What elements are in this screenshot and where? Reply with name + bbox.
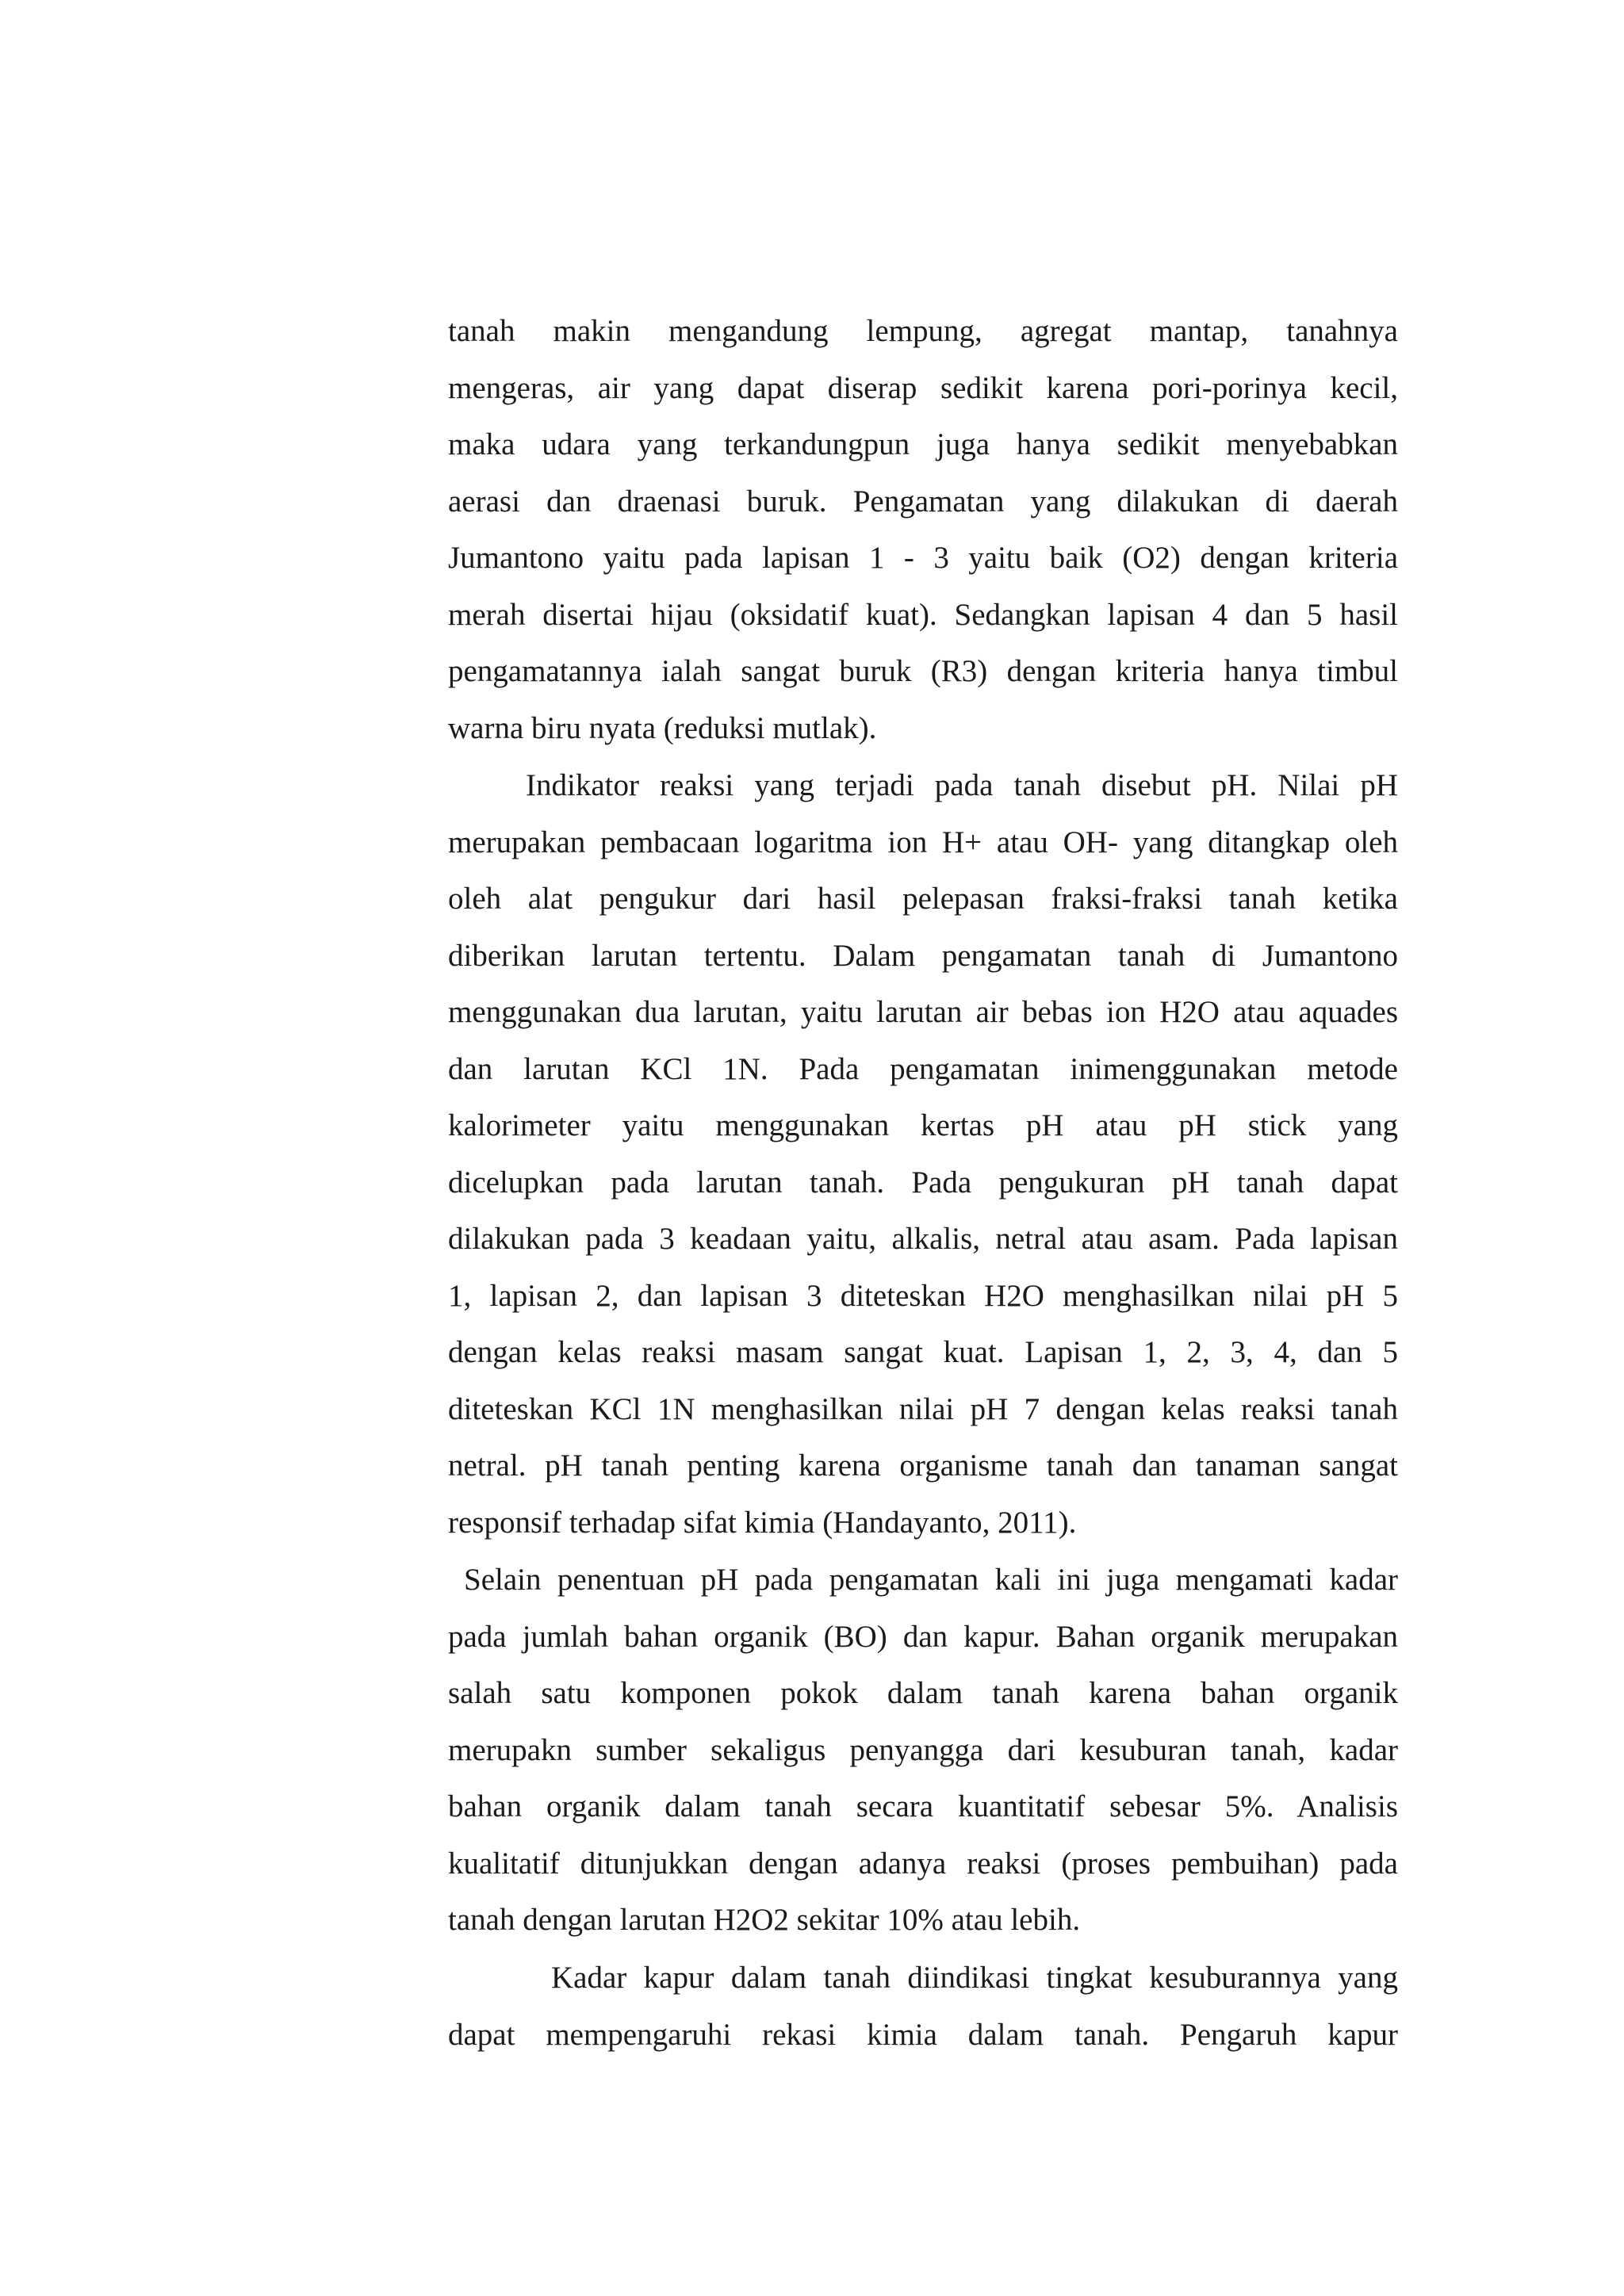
text-line: maka udara yang terkandungpun juga hanya sedikit menyebabkan <box>448 427 1398 461</box>
text-line: diteteskan KCl 1N menghasilkan nilai pH 7 dengan kelas reaksi tanah <box>448 1391 1398 1426</box>
text-line: tanah dengan larutan H2O2 sekitar 10% atau lebih. <box>448 1903 1081 1937</box>
text-line: pengamatannya ialah sangat buruk (R3) dengan kriteria hanya timbul <box>448 654 1398 688</box>
text-line: netral. pH tanah penting karena organisme tanah dan tanaman sangat <box>448 1448 1398 1483</box>
text-line: dapat mempengaruhi rekasi kimia dalam tanah. Pengaruh kapur <box>448 2017 1398 2052</box>
text-line: oleh alat pengukur dari hasil pelepasan fraksi-fraksi tanah ketika <box>448 882 1398 916</box>
text-line: merupakn sumber sekaligus penyangga dari kesuburan tanah, kadar <box>448 1732 1398 1767</box>
text-line: dengan kelas reaksi masam sangat kuat. Lapisan 1, 2, 3, 4, dan 5 <box>448 1335 1398 1369</box>
text-line: merupakan pembacaan logaritma ion H+ atau OH- yang ditangkap oleh <box>448 825 1398 859</box>
text-line: Indikator reaksi yang terjadi pada tanah disebut pH. Nilai pH <box>526 768 1398 802</box>
text-line: kualitatif ditunjukkan dengan adanya reaksi (proses pembuihan) pada <box>448 1846 1398 1881</box>
text-line: diberikan larutan tertentu. Dalam pengamatan tanah di Jumantono <box>448 938 1398 973</box>
text-line: 1, lapisan 2, dan lapisan 3 diteteskan H2O menghasilkan nilai pH 5 <box>448 1278 1398 1313</box>
text-line: aerasi dan draenasi buruk. Pengamatan yang dilakukan di daerah <box>448 484 1398 519</box>
paragraph-organic-matter <box>448 1552 1398 1949</box>
text-line: dicelupkan pada larutan tanah. Pada pengukuran pH tanah dapat <box>448 1165 1398 1200</box>
text-line: bahan organik dalam tanah secara kuantitatif sebesar 5%. Analisis <box>448 1789 1398 1823</box>
text-line: dilakukan pada 3 keadaan yaitu, alkalis, netral atau asam. Pada lapisan <box>448 1222 1398 1256</box>
text-line: responsif terhadap sifat kimia (Handayanto, 2011). <box>448 1505 1077 1540</box>
text-line: menggunakan dua larutan, yaitu larutan air bebas ion H2O atau aquades <box>448 995 1398 1029</box>
text-line: Selain penentuan pH pada pengamatan kali ini juga mengamati kadar <box>464 1563 1398 1597</box>
text-line: mengeras, air yang dapat diserap sedikit karena pori-porinya kecil, <box>448 370 1398 405</box>
text-line: merah disertai hijau (oksidatif kuat). Sedangkan lapisan 4 dan 5 hasil <box>448 597 1398 632</box>
text-line: pada jumlah bahan organik (BO) dan kapur. Bahan organik merupakan <box>448 1619 1398 1654</box>
text-line: dan larutan KCl 1N. Pada pengamatan inimenggunakan metode <box>448 1051 1398 1086</box>
text-line: warna biru nyata (reduksi mutlak). <box>448 710 877 745</box>
paragraph-redox <box>448 303 1398 756</box>
paragraph-ph <box>448 757 1398 1551</box>
text-line: Jumantono yaitu pada lapisan 1 - 3 yaitu baik (O2) dengan kriteria <box>448 541 1398 575</box>
text-line: tanah makin mengandung lempung, agregat mantap, tanahnya <box>448 314 1398 348</box>
text-line: Kadar kapur dalam tanah diindikasi tingkat kesuburannya yang <box>551 1961 1398 1995</box>
text-line: kalorimeter yaitu menggunakan kertas pH atau pH stick yang <box>448 1108 1398 1142</box>
paragraph-lime <box>448 1950 1398 2063</box>
text-line: salah satu komponen pokok dalam tanah karena bahan organik <box>448 1676 1398 1710</box>
